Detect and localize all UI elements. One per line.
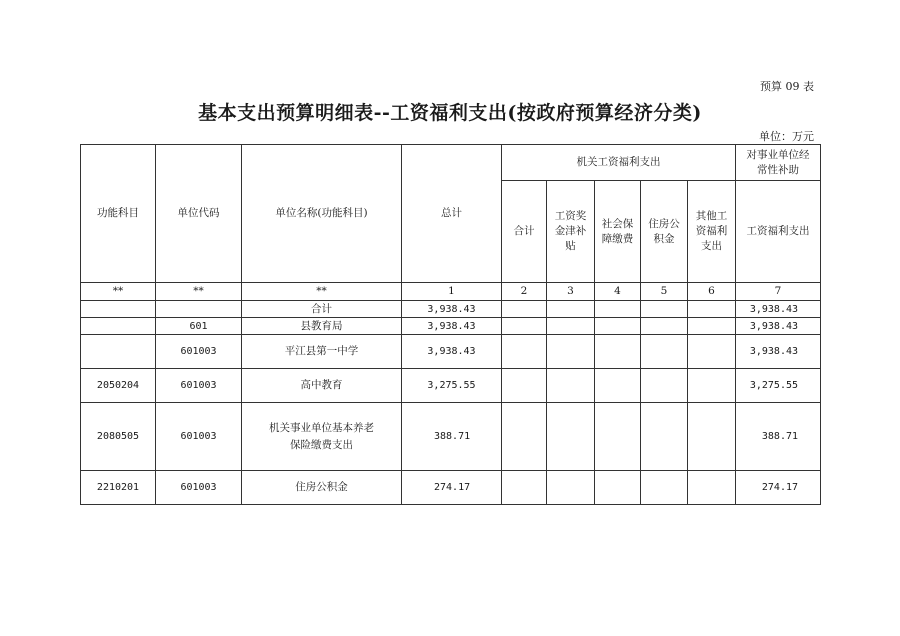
index-cell: 3 — [547, 283, 595, 301]
header-sub-group: 对事业单位经常性补助 — [736, 145, 821, 181]
cell-code: 601003 — [156, 369, 242, 403]
index-cell: 2 — [502, 283, 547, 301]
cell-name: 住房公积金 — [242, 471, 402, 505]
index-cell: 5 — [641, 283, 688, 301]
cell-c4 — [595, 403, 641, 471]
cell-c3 — [547, 471, 595, 505]
table-row — [81, 369, 821, 403]
cell-name: 高中教育 — [242, 369, 402, 403]
cell-code: 601003 — [156, 403, 242, 471]
document-code: 预算 09 表 — [760, 80, 814, 93]
cell-c3 — [547, 301, 595, 318]
cell-total: 3,938.43 — [402, 335, 502, 369]
cell-c6 — [688, 369, 736, 403]
index-cell: 4 — [595, 283, 641, 301]
index-cell: 1 — [402, 283, 502, 301]
table-row — [81, 335, 821, 369]
index-cell: ** — [242, 283, 402, 301]
header-total: 总计 — [402, 145, 502, 283]
cell-c5 — [641, 403, 688, 471]
cell-c7: 274.17 — [736, 471, 821, 505]
cell-code: 601 — [156, 318, 242, 335]
cell-c3 — [547, 335, 595, 369]
cell-code — [156, 301, 242, 318]
cell-c5 — [641, 301, 688, 318]
cell-func — [81, 301, 156, 318]
cell-total: 3,938.43 — [402, 318, 502, 335]
cell-c5 — [641, 335, 688, 369]
cell-c7: 3,938.43 — [736, 335, 821, 369]
header-wage-bonus: 工资奖金津补贴 — [547, 181, 595, 283]
page-title: 基本支出预算明细表--工资福利支出(按政府预算经济分类) — [198, 102, 702, 124]
cell-func: 2080505 — [81, 403, 156, 471]
index-cell: 7 — [736, 283, 821, 301]
cell-func — [81, 318, 156, 335]
cell-c3 — [547, 318, 595, 335]
index-cell: ** — [81, 283, 156, 301]
cell-name: 机关事业单位基本养老保险缴费支出 — [242, 403, 402, 471]
cell-c2 — [502, 335, 547, 369]
header-row-1 — [81, 145, 821, 181]
cell-c5 — [641, 369, 688, 403]
cell-c5 — [641, 471, 688, 505]
cell-c2 — [502, 369, 547, 403]
cell-c6 — [688, 403, 736, 471]
table-row — [81, 301, 821, 318]
cell-total: 388.71 — [402, 403, 502, 471]
cell-c2 — [502, 301, 547, 318]
cell-c2 — [502, 318, 547, 335]
cell-c4 — [595, 301, 641, 318]
cell-c6 — [688, 335, 736, 369]
cell-code: 601003 — [156, 335, 242, 369]
header-sub-wage: 工资福利支出 — [736, 181, 821, 283]
table-row — [81, 403, 821, 471]
budget-table — [80, 144, 821, 505]
cell-c6 — [688, 471, 736, 505]
cell-c4 — [595, 471, 641, 505]
cell-code: 601003 — [156, 471, 242, 505]
cell-name: 合计 — [242, 301, 402, 318]
header-social-security: 社会保障缴费 — [595, 181, 641, 283]
header-org-group: 机关工资福利支出 — [502, 145, 736, 181]
cell-c5 — [641, 318, 688, 335]
cell-c6 — [688, 318, 736, 335]
index-cell: 6 — [688, 283, 736, 301]
cell-c2 — [502, 471, 547, 505]
cell-c4 — [595, 318, 641, 335]
cell-c7: 3,938.43 — [736, 301, 821, 318]
header-unit-code: 单位代码 — [156, 145, 242, 283]
cell-c7: 3,938.43 — [736, 318, 821, 335]
table-row — [81, 471, 821, 505]
cell-name: 平江县第一中学 — [242, 335, 402, 369]
cell-c6 — [688, 301, 736, 318]
index-row — [81, 283, 821, 301]
cell-func — [81, 335, 156, 369]
cell-c4 — [595, 369, 641, 403]
cell-c7: 388.71 — [736, 403, 821, 471]
header-org-total: 合计 — [502, 181, 547, 283]
header-func-subject: 功能科目 — [81, 145, 156, 283]
table-row — [81, 318, 821, 335]
header-unit-name: 单位名称(功能科目) — [242, 145, 402, 283]
cell-total: 274.17 — [402, 471, 502, 505]
header-other-wage: 其他工资福利支出 — [688, 181, 736, 283]
cell-func: 2210201 — [81, 471, 156, 505]
cell-total: 3,938.43 — [402, 301, 502, 318]
cell-c3 — [547, 369, 595, 403]
cell-total: 3,275.55 — [402, 369, 502, 403]
cell-c4 — [595, 335, 641, 369]
unit-label: 单位：万元 — [759, 130, 814, 143]
cell-c2 — [502, 403, 547, 471]
index-cell: ** — [156, 283, 242, 301]
cell-c3 — [547, 403, 595, 471]
header-housing-fund: 住房公积金 — [641, 181, 688, 283]
cell-c7: 3,275.55 — [736, 369, 821, 403]
cell-func: 2050204 — [81, 369, 156, 403]
cell-name: 县教育局 — [242, 318, 402, 335]
